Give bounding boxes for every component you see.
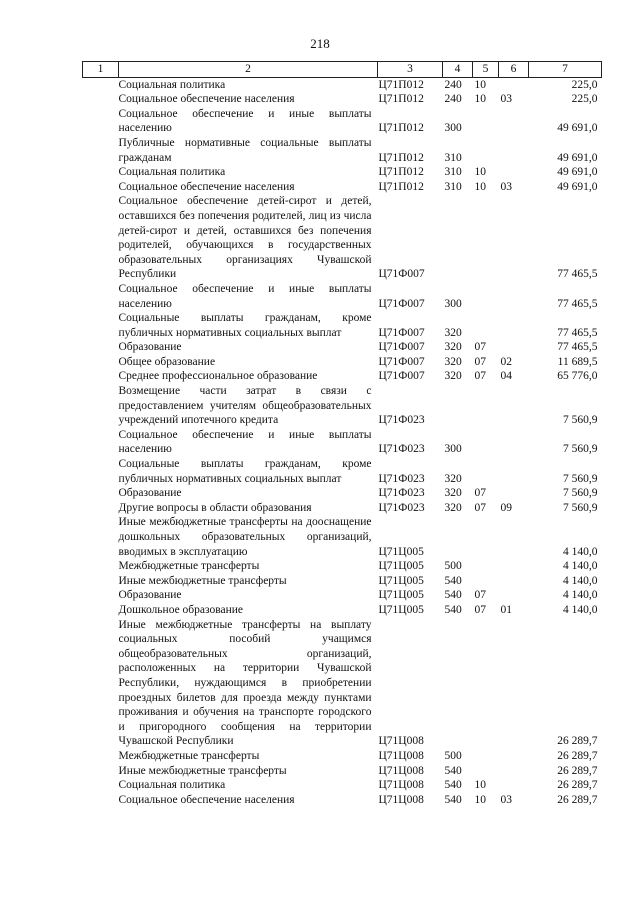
cell-name: Социальное обеспечение населения [118, 93, 295, 106]
column-header: 7 [529, 62, 602, 78]
cell-code: Ц71Ф007 [378, 297, 425, 310]
cell-empty [83, 428, 119, 457]
table-row [83, 77, 602, 92]
cell-empty [83, 618, 119, 749]
table-row [83, 778, 602, 793]
cell-empty [83, 457, 119, 486]
cell-name: Социальная политика [118, 78, 226, 91]
cell-subsection [499, 515, 529, 559]
cell-section [473, 618, 499, 749]
cell-type [443, 515, 473, 559]
cell-section [473, 136, 499, 165]
cell-type: 500 [444, 749, 462, 762]
cell-amount: 4 140,0 [563, 603, 598, 616]
cell-section: 10 [474, 78, 486, 91]
cell-section [473, 428, 499, 457]
cell-code: Ц71П012 [378, 166, 424, 179]
cell-type: 310 [444, 166, 462, 179]
cell-name: Иные межбюджетные трансферты на выплату социальных пособий учащимся общеобразовательных организаций, расположенных на территории Чувашской Республики, нуждающимся в приобретении проездных билетов для проезда между пунктами проживания и обучения на транспорте городского и пригородного сообщения на территории Чувашской Республики [118, 618, 372, 748]
cell-empty [83, 136, 119, 165]
cell-subsection [499, 165, 529, 180]
cell-subsection: 03 [500, 793, 512, 806]
cell-amount: 77 465,5 [557, 326, 598, 339]
table-row [83, 574, 602, 589]
cell-code: Ц71П012 [378, 180, 424, 193]
cell-empty [83, 501, 119, 516]
cell-empty [83, 749, 119, 764]
cell-amount: 26 289,7 [557, 764, 598, 777]
cell-type: 540 [444, 793, 462, 806]
cell-name: Возмещение части затрат в связи с предоставлением учителям общеобразовательных учреждений ипотечного кредита [118, 385, 372, 427]
cell-type: 320 [444, 341, 462, 354]
cell-section: 10 [474, 93, 486, 106]
cell-name: Иные межбюджетные трансферты на дооснащение дошкольных образовательных организаций, вводимых в эксплуатацию [118, 516, 372, 558]
cell-section [473, 457, 499, 486]
cell-amount: 26 289,7 [557, 793, 598, 806]
cell-section: 07 [474, 355, 486, 368]
table-row [83, 165, 602, 180]
cell-code: Ц71Ц005 [378, 545, 424, 558]
cell-name: Образование [118, 341, 182, 354]
cell-name: Социальное обеспечение населения [118, 793, 295, 806]
cell-subsection [499, 194, 529, 282]
cell-type: 320 [444, 487, 462, 500]
table-header-row [83, 62, 602, 78]
cell-name: Межбюджетные трансферты [118, 560, 260, 573]
cell-section: 07 [474, 370, 486, 383]
cell-name: Социальные выплаты гражданам, кроме публичных нормативных социальных выплат [118, 312, 372, 339]
cell-empty [83, 793, 119, 808]
cell-empty [83, 574, 119, 589]
cell-code: Ц71Ц005 [378, 589, 424, 602]
cell-section: 10 [474, 180, 486, 193]
cell-amount: 7 560,9 [563, 414, 598, 427]
cell-amount: 49 691,0 [557, 151, 598, 164]
cell-empty [83, 165, 119, 180]
cell-code: Ц71Ц008 [378, 735, 424, 748]
cell-section: 07 [474, 487, 486, 500]
cell-empty [83, 603, 119, 618]
column-header: 3 [378, 62, 443, 78]
cell-subsection [499, 77, 529, 92]
cell-subsection [499, 764, 529, 779]
cell-name: Дошкольное образование [118, 603, 244, 616]
cell-subsection: 09 [500, 501, 512, 514]
table-row [83, 618, 602, 749]
table-row [83, 384, 602, 428]
cell-subsection [499, 457, 529, 486]
cell-empty [83, 778, 119, 793]
cell-code: Ц71Ф007 [378, 268, 425, 281]
cell-subsection: 01 [500, 603, 512, 616]
cell-name: Социальная политика [118, 779, 226, 792]
cell-amount: 49 691,0 [557, 180, 598, 193]
cell-subsection [499, 282, 529, 311]
cell-name: Социальная политика [118, 166, 226, 179]
cell-amount: 77 465,5 [557, 297, 598, 310]
cell-subsection [499, 107, 529, 136]
table-row [83, 92, 602, 107]
cell-amount: 49 691,0 [557, 166, 598, 179]
cell-code: Ц71Ф007 [378, 370, 425, 383]
cell-subsection: 03 [500, 180, 512, 193]
cell-name: Образование [118, 487, 182, 500]
cell-name: Социальное обеспечение населения [118, 180, 295, 193]
cell-amount: 4 140,0 [563, 574, 598, 587]
cell-amount: 26 289,7 [557, 749, 598, 762]
cell-type: 320 [444, 501, 462, 514]
cell-name: Другие вопросы в области образования [118, 501, 312, 514]
cell-type: 540 [444, 574, 462, 587]
cell-code: Ц71Ф007 [378, 341, 425, 354]
cell-type: 240 [444, 78, 462, 91]
column-header: 2 [119, 62, 378, 78]
table-row [83, 136, 602, 165]
cell-empty [83, 515, 119, 559]
cell-name: Образование [118, 589, 182, 602]
cell-section: 10 [474, 793, 486, 806]
cell-subsection [499, 559, 529, 574]
cell-subsection [499, 311, 529, 340]
table-row [83, 501, 602, 516]
cell-type: 300 [444, 443, 462, 456]
cell-code: Ц71Ф023 [378, 501, 425, 514]
cell-name: Общее образование [118, 355, 216, 368]
cell-section: 07 [474, 589, 486, 602]
table-row [83, 603, 602, 618]
cell-code: Ц71Ф023 [378, 472, 425, 485]
cell-amount: 49 691,0 [557, 122, 598, 135]
cell-name: Социальное обеспечение и иные выплаты населению [118, 282, 372, 310]
cell-name: Иные межбюджетные трансферты [118, 574, 287, 587]
cell-name: Межбюджетные трансферты [118, 749, 260, 762]
table-row [83, 764, 602, 779]
cell-type: 540 [444, 779, 462, 792]
cell-name: Публичные нормативные социальные выплаты гражданам [118, 136, 372, 164]
table-row [83, 369, 602, 384]
cell-type: 320 [444, 355, 462, 368]
cell-type: 240 [444, 93, 462, 106]
cell-type: 310 [444, 180, 462, 193]
cell-empty [83, 92, 119, 107]
table-row [83, 282, 602, 311]
cell-code: Ц71Ц008 [378, 764, 424, 777]
cell-amount: 7 560,9 [563, 501, 598, 514]
budget-table [82, 61, 602, 807]
table-row [83, 588, 602, 603]
column-header: 4 [443, 62, 473, 78]
cell-type: 310 [444, 151, 462, 164]
table-row [83, 194, 602, 282]
cell-subsection [499, 486, 529, 501]
cell-amount: 4 140,0 [563, 545, 598, 558]
cell-empty [83, 282, 119, 311]
cell-section: 07 [474, 501, 486, 514]
cell-amount: 225,0 [571, 93, 598, 106]
table-row [83, 515, 602, 559]
column-header: 1 [83, 62, 119, 78]
table-body [83, 77, 602, 807]
table-row [83, 355, 602, 370]
table-row [83, 559, 602, 574]
cell-section [473, 749, 499, 764]
cell-type: 540 [444, 764, 462, 777]
cell-type [443, 194, 473, 282]
cell-section: 10 [474, 779, 486, 792]
column-header: 6 [499, 62, 529, 78]
cell-code: Ц71Ф023 [378, 414, 425, 427]
cell-amount: 65 776,0 [557, 370, 598, 383]
cell-subsection [499, 428, 529, 457]
cell-empty [83, 107, 119, 136]
cell-empty [83, 486, 119, 501]
cell-name: Среднее профессиональное образование [118, 370, 318, 383]
cell-subsection [499, 778, 529, 793]
table-row [83, 428, 602, 457]
cell-subsection [499, 340, 529, 355]
cell-section: 10 [474, 166, 486, 179]
table-row [83, 749, 602, 764]
cell-section [473, 311, 499, 340]
cell-name: Социальное обеспечение детей-сирот и детей, оставшихся без попечения родителей, лиц из числа детей-сирот и детей, оставшихся без попечения родителей, обучающихся в государственных образовательных организациях Чувашской Республики [118, 195, 372, 281]
column-header: 5 [473, 62, 499, 78]
cell-empty [83, 355, 119, 370]
cell-subsection [499, 588, 529, 603]
cell-type: 320 [444, 326, 462, 339]
cell-code: Ц71П012 [378, 122, 424, 135]
cell-amount: 7 560,9 [563, 443, 598, 456]
cell-amount: 26 289,7 [557, 779, 598, 792]
cell-code: Ц71Ц005 [378, 603, 424, 616]
cell-code: Ц71Ц005 [378, 560, 424, 573]
cell-amount: 7 560,9 [563, 487, 598, 500]
cell-amount: 77 465,5 [557, 341, 598, 354]
cell-amount: 11 689,5 [557, 355, 598, 368]
cell-subsection [499, 749, 529, 764]
cell-code: Ц71Ц008 [378, 779, 424, 792]
cell-code: Ц71Ф023 [378, 443, 425, 456]
page-number: 218 [310, 36, 330, 51]
cell-section [473, 194, 499, 282]
cell-section [473, 282, 499, 311]
cell-empty [83, 588, 119, 603]
cell-subsection [499, 384, 529, 428]
cell-code: Ц71Ц008 [378, 749, 424, 762]
cell-amount: 225,0 [571, 78, 598, 91]
cell-subsection [499, 618, 529, 749]
cell-name: Иные межбюджетные трансферты [118, 764, 287, 777]
cell-code: Ц71Ф023 [378, 487, 425, 500]
cell-code: Ц71Ф007 [378, 355, 425, 368]
cell-subsection: 02 [500, 355, 512, 368]
cell-empty [83, 180, 119, 195]
table-row [83, 457, 602, 486]
cell-type: 320 [444, 370, 462, 383]
cell-section [473, 515, 499, 559]
cell-amount: 26 289,7 [557, 735, 598, 748]
cell-empty [83, 77, 119, 92]
cell-section [473, 574, 499, 589]
cell-name: Социальные выплаты гражданам, кроме публичных нормативных социальных выплат [118, 458, 372, 485]
cell-code: Ц71Ф007 [378, 326, 425, 339]
cell-name: Социальное обеспечение и иные выплаты населению [118, 107, 372, 135]
cell-code: Ц71П012 [378, 93, 424, 106]
cell-code: Ц71П012 [378, 78, 424, 91]
cell-type [443, 618, 473, 749]
table-row [83, 486, 602, 501]
cell-type: 300 [444, 297, 462, 310]
cell-section [473, 384, 499, 428]
cell-empty [83, 559, 119, 574]
table-row [83, 340, 602, 355]
cell-type [443, 384, 473, 428]
cell-empty [83, 369, 119, 384]
cell-subsection [499, 136, 529, 165]
cell-empty [83, 764, 119, 779]
cell-amount: 7 560,9 [563, 472, 598, 485]
table-row [83, 180, 602, 195]
table-row [83, 793, 602, 808]
cell-subsection: 04 [500, 370, 512, 383]
cell-type: 300 [444, 122, 462, 135]
cell-empty [83, 194, 119, 282]
cell-section: 07 [474, 603, 486, 616]
cell-empty [83, 311, 119, 340]
cell-type: 320 [444, 472, 462, 485]
cell-amount: 4 140,0 [563, 589, 598, 602]
cell-subsection [499, 574, 529, 589]
cell-code: Ц71Ц008 [378, 793, 424, 806]
cell-section [473, 559, 499, 574]
table-row [83, 311, 602, 340]
cell-name: Социальное обеспечение и иные выплаты населению [118, 428, 372, 456]
cell-section: 07 [474, 341, 486, 354]
cell-subsection: 03 [500, 93, 512, 106]
cell-type: 540 [444, 603, 462, 616]
cell-amount: 77 465,5 [557, 268, 598, 281]
cell-code: Ц71П012 [378, 151, 424, 164]
cell-type: 500 [444, 560, 462, 573]
cell-empty [83, 384, 119, 428]
table-row [83, 107, 602, 136]
cell-empty [83, 340, 119, 355]
cell-section [473, 764, 499, 779]
cell-amount: 4 140,0 [563, 560, 598, 573]
cell-section [473, 107, 499, 136]
cell-code: Ц71Ц005 [378, 574, 424, 587]
cell-type: 540 [444, 589, 462, 602]
